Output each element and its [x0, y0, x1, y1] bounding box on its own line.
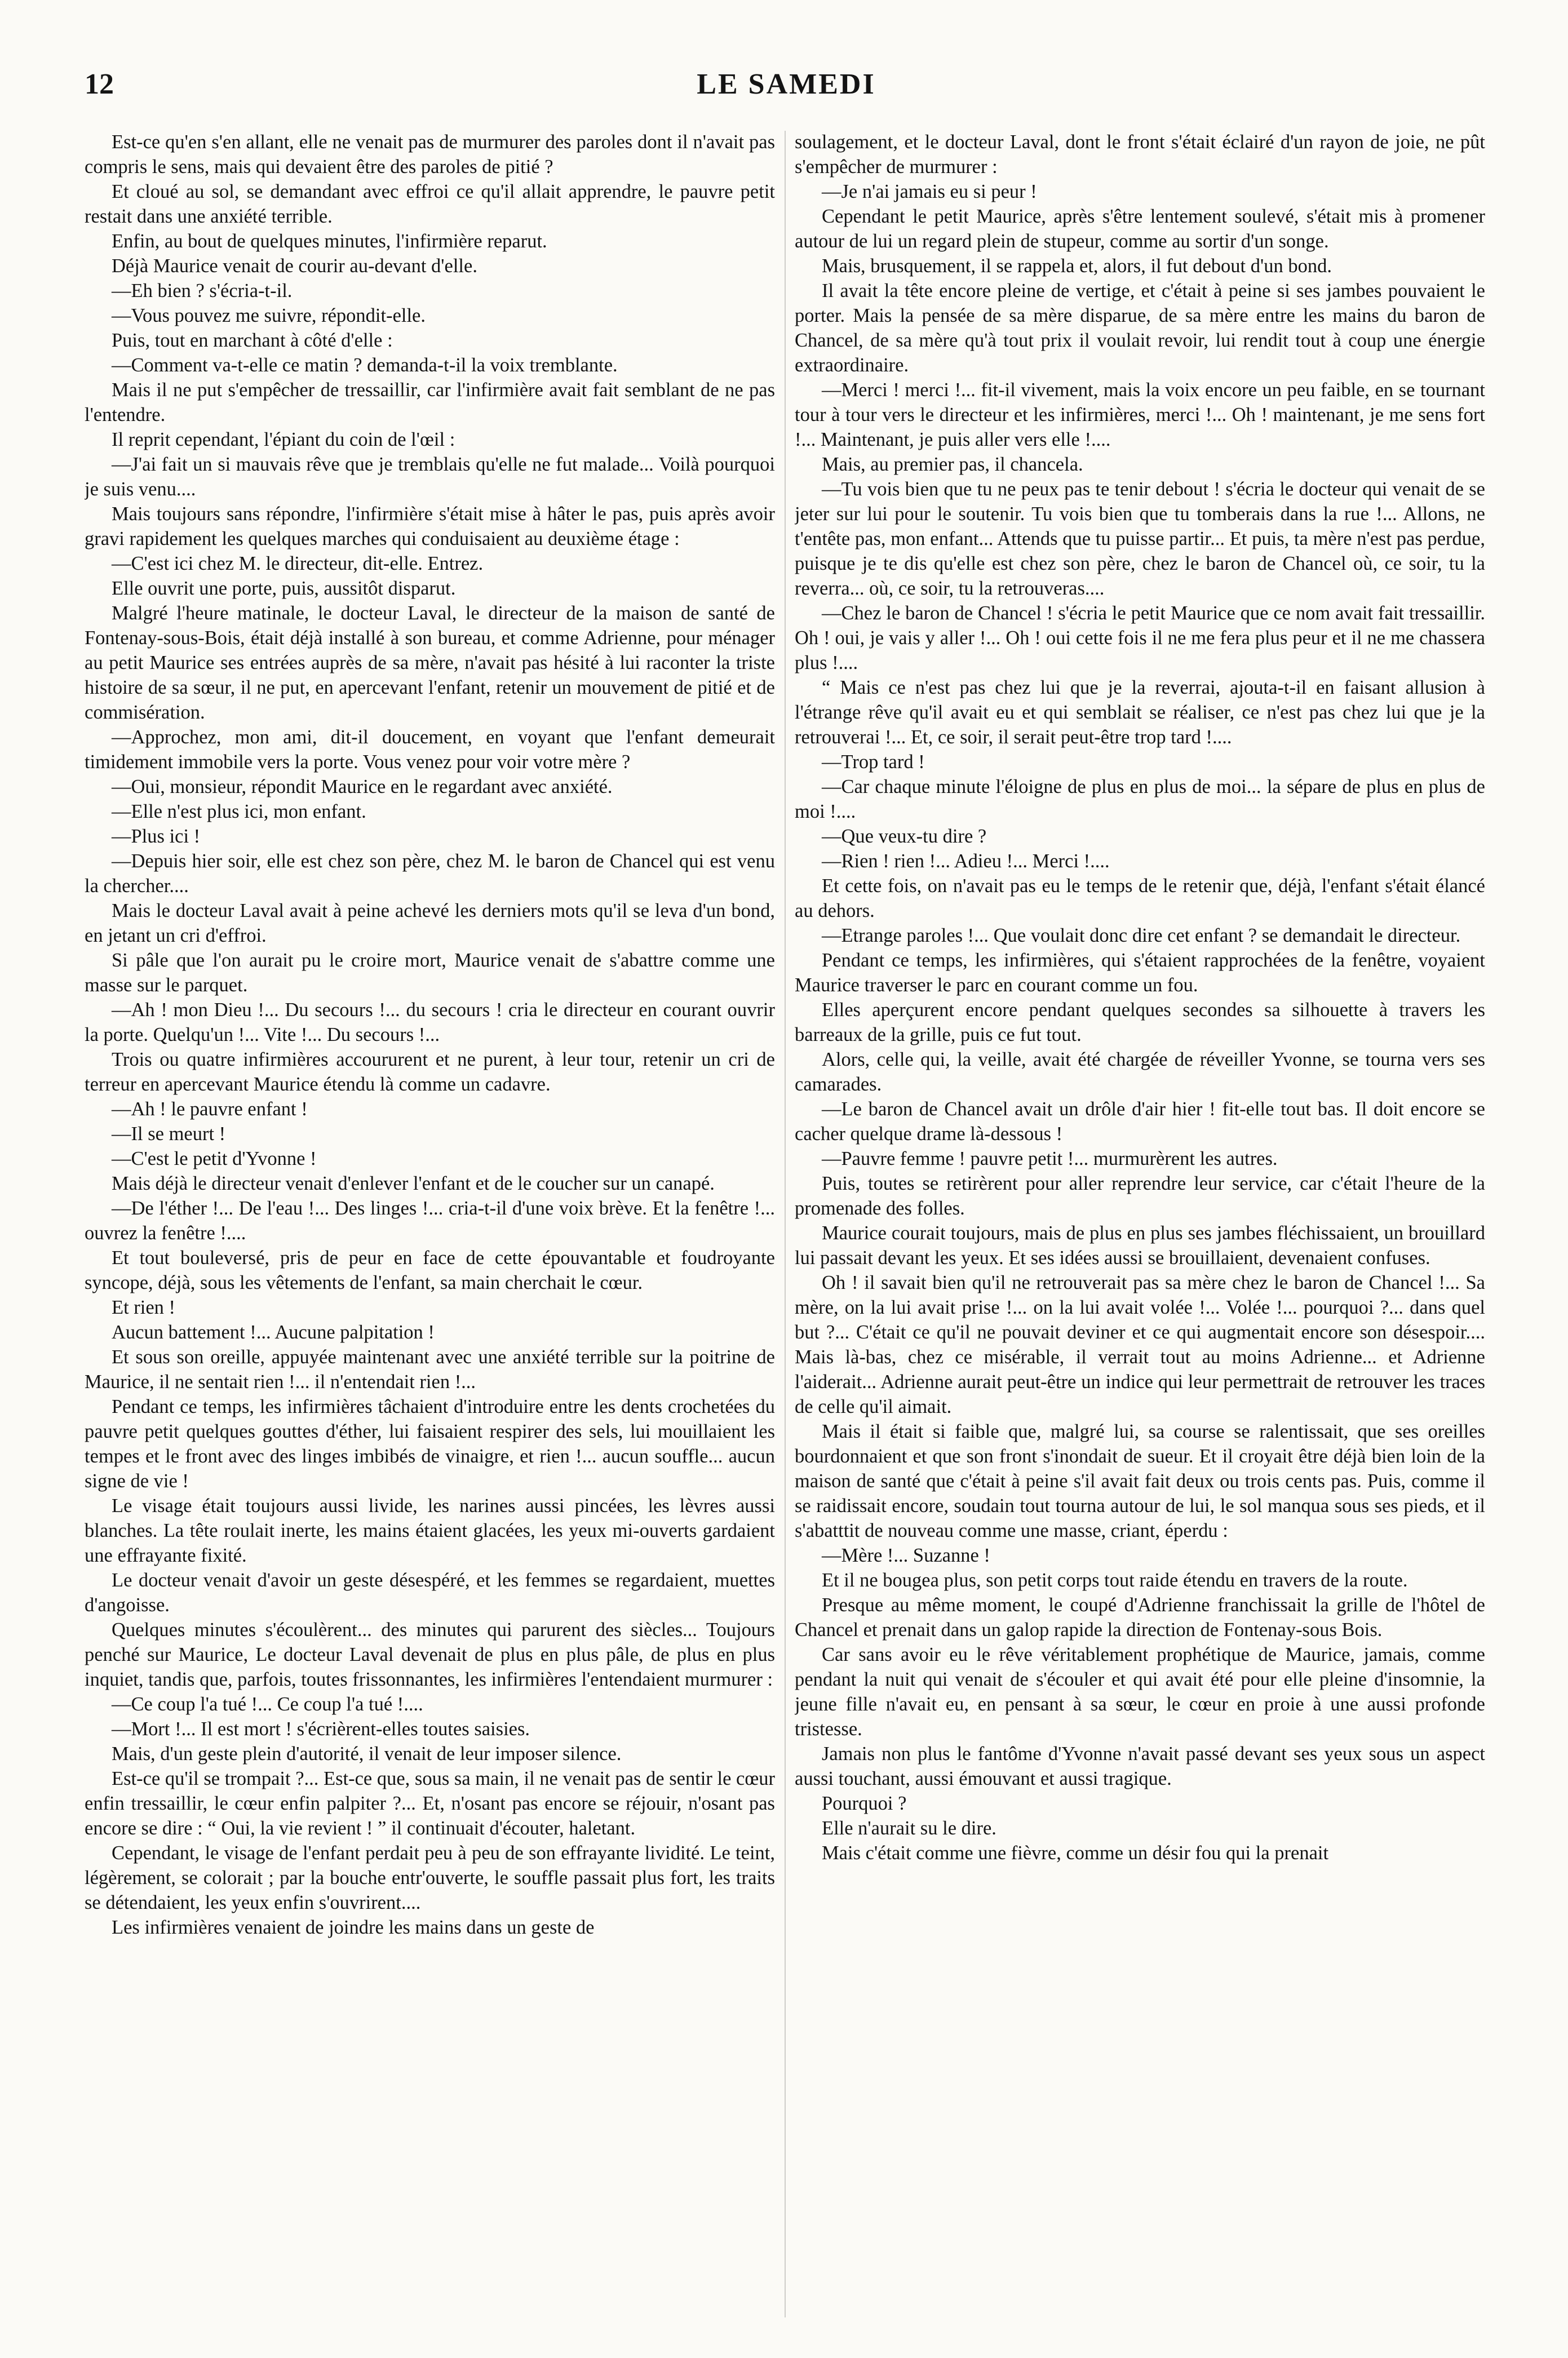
paragraph: Enfin, au bout de quelques minutes, l'infirmière reparut.	[112, 231, 547, 252]
paragraph: —Car chaque minute l'éloigne de plus en plus de moi... la sépare de plus en plus de moi !....	[795, 776, 1485, 822]
paragraph: Est-ce qu'il se trompait ?... Est-ce que, sous sa main, il ne venait pas de sentir le cœur enfin tressaillir, le cœur enfin palpiter ?... Et, n'osant pas encore se réjouir, n'osant pas encore se dire : “ Oui, la vie revient ! ” il continuait d'écouter, haletant.	[85, 1768, 775, 1839]
paragraph: —Tu vois bien que tu ne peux pas te tenir debout ! s'écria le docteur qui venait de se jeter sur lui pour le soutenir. Tu vois bien que tu tomberais dans la rue !... Allons, ne t'entête pas, mon enfant... Attends que tu puisse partir... Et puis, ta mère n'est pas perdue, puisque je te dis qu'elle est chez son père, chez le baron de Chancel où, ce soir, tu la reverra... où, ce soir, tu la retrouveras....	[795, 478, 1485, 599]
paragraph: Mais, au premier pas, il chancela.	[822, 454, 1083, 475]
paragraph: —C'est ici chez M. le directeur, dit-elle. Entrez.	[112, 553, 484, 574]
paragraph: —Chez le baron de Chancel ! s'écria le petit Maurice que ce nom avait fait tressaillir. Oh ! oui, je vais y aller !... Oh ! oui cette fois il ne me fera plus peur et il ne me chassera plus !....	[795, 602, 1485, 673]
paragraph: Alors, celle qui, la veille, avait été chargée de réveiller Yvonne, se tourna vers ses camarades.	[795, 1049, 1485, 1095]
running-title: LE SAMEDI	[697, 68, 876, 100]
paragraph: Le visage était toujours aussi livide, les narines aussi pincées, les lèvres aussi blanches. La tête roulait inerte, les mains étaient glacées, les yeux mi-ouverts gardaient une effrayante fixité.	[85, 1495, 775, 1566]
paragraph: —Que veux-tu dire ?	[822, 826, 987, 847]
paragraph: Mais déjà le directeur venait d'enlever l'enfant et de le coucher sur un canapé.	[112, 1173, 715, 1194]
paragraph: —Eh bien ? s'écria-t-il.	[112, 280, 293, 302]
paragraph: Le docteur venait d'avoir un geste désespéré, et les femmes se regardaient, muettes d'angoisse.	[85, 1570, 775, 1616]
paragraph: Elles aperçurent encore pendant quelques secondes sa silhouette à travers les barreaux de la grille, puis ce fut tout.	[795, 999, 1485, 1045]
paragraph: —Merci ! merci !... fit-il vivement, mais la voix encore un peu faible, en se tournant tour à tour vers le directeur et les infirmières, merci !... Oh ! maintenant, je me sens fort !... Maintenant, je puis aller vers elle !....	[795, 379, 1485, 450]
paragraph: —Etrange paroles !... Que voulait donc dire cet enfant ? se demandait le directeur.	[822, 925, 1461, 946]
paragraph: —Ce coup l'a tué !... Ce coup l'a tué !....	[112, 1694, 423, 1715]
paragraph: Mais, brusquement, il se rappela et, alors, il fut debout d'un bond.	[822, 255, 1332, 277]
paragraph: —J'ai fait un si mauvais rêve que je tremblais qu'elle ne fut malade... Voilà pourquoi je suis venu....	[85, 454, 775, 500]
paragraph: Il reprit cependant, l'épiant du coin de l'œil :	[112, 429, 455, 450]
paragraph: Mais, d'un geste plein d'autorité, il venait de leur imposer silence.	[112, 1743, 622, 1765]
page-number: 12	[85, 68, 114, 100]
paragraph: Oh ! il savait bien qu'il ne retrouverait pas sa mère chez le baron de Chancel !... Sa mère, on la lui avait prise !... on la lui avait volée !... Volée !... pourquoi ?... dans quel but ?... C'était ce qu'il ne pouvait deviner et ce qui augmentait encore son désespoir.... Mais là-bas, chez ce misérable, il verrait tout au moins Adrienne... et Adrienne l'aiderait... Adrienne aurait peut-être un indice qui leur permettrait de retrouver les traces de celle qu'il aimait.	[795, 1272, 1485, 1417]
paragraph: Si pâle que l'on aurait pu le croire mort, Maurice venait de s'abattre comme une masse sur le parquet.	[85, 950, 775, 996]
paragraph: Aucun battement !... Aucune palpitation !	[112, 1322, 435, 1343]
paragraph: Puis, tout en marchant à côté d'elle :	[112, 330, 393, 351]
paragraph: Maurice courait toujours, mais de plus en plus ses jambes fléchissaient, un brouillard lui passait devant les yeux. Et ses idées aussi se brouillaient, devenaient confuses.	[795, 1222, 1485, 1269]
paragraph: Et rien !	[112, 1297, 176, 1318]
paragraph: —De l'éther !... De l'eau !... Des linges !... cria-t-il d'une voix brève. Et la fenêtre !... ouvrez la fenêtre !....	[85, 1198, 775, 1244]
paragraph: Presque au même moment, le coupé d'Adrienne franchissait la grille de l'hôtel de Chancel et prenait dans un galop rapide la direction de Fontenay-sous Bois.	[795, 1594, 1485, 1641]
paragraph: —Plus ici !	[112, 826, 201, 847]
paragraph: Et sous son oreille, appuyée maintenant avec une anxiété terrible sur la poitrine de Maurice, il ne sentait rien !... il n'entendait rien !...	[85, 1346, 775, 1393]
column-divider	[785, 131, 786, 2317]
paragraph: Pendant ce temps, les infirmières tâchaient d'introduire entre les dents crochetées du pauvre petit quelques gouttes d'éther, lui faisaient respirer des sels, lui mouillaient les tempes et le front avec des linges imbibés de vinaigre, et rien !... aucun souffle... aucun signe de vie !	[85, 1396, 775, 1492]
paragraph: Elle n'aurait su le dire.	[822, 1818, 996, 1839]
paragraph: Mais le docteur Laval avait à peine achevé les derniers mots qu'il se leva d'un bond, en jetant un cri d'effroi.	[85, 900, 775, 946]
paragraph: Et tout bouleversé, pris de peur en face de cette épouvantable et foudroyante syncope, déjà, sous les vêtements de l'enfant, sa main cherchait le cœur.	[85, 1247, 775, 1293]
paragraph: Trois ou quatre infirmières accoururent et ne purent, à leur tour, retenir un cri de terreur en apercevant Maurice étendu là comme un cadavre.	[85, 1049, 775, 1095]
page-header	[85, 68, 1488, 118]
paragraph: Et il ne bougea plus, son petit corps tout raide étendu en travers de la route.	[822, 1570, 1408, 1591]
paragraph: Pendant ce temps, les infirmières, qui s'étaient rapprochées de la fenêtre, voyaient Maurice traverser le parc en courant comme un fou.	[795, 950, 1485, 996]
paragraph: —Approchez, mon ami, dit-il doucement, en voyant que l'enfant demeurait timidement immobile vers la porte. Vous venez pour voir votre mère ?	[85, 726, 775, 773]
right-column	[795, 130, 1485, 2328]
paragraph: Mais il ne put s'empêcher de tressaillir, car l'infirmière avait fait semblant de ne pas l'entendre.	[85, 379, 775, 425]
paragraph: —C'est le petit d'Yvonne !	[112, 1148, 317, 1169]
paragraph: —Ah ! mon Dieu !... Du secours !... du secours ! cria le directeur en courant ouvrir la porte. Quelqu'un !... Vite !... Du secours !...	[85, 999, 775, 1045]
paragraph: Pourquoi ?	[822, 1793, 907, 1814]
paragraph: Elle ouvrit une porte, puis, aussitôt disparut.	[112, 578, 456, 599]
paragraph: Mais c'était comme une fièvre, comme un désir fou qui la prenait	[822, 1842, 1329, 1864]
paragraph: Est-ce qu'en s'en allant, elle ne venait pas de murmurer des paroles dont il n'avait pas compris le sens, mais qui devaient être des paroles de pitié ?	[85, 131, 775, 178]
left-column	[85, 130, 775, 2328]
paragraph: Cependant le petit Maurice, après s'être lentement soulevé, s'était mis à promener autour de lui un regard plein de stupeur, comme au sortir d'un songe.	[795, 206, 1485, 252]
paragraph: —Comment va-t-elle ce matin ? demanda-t-il la voix tremblante.	[112, 354, 618, 376]
paragraph: Les infirmières venaient de joindre les mains dans un geste de	[112, 1917, 595, 1938]
paragraph: —Mère !... Suzanne !	[822, 1545, 990, 1566]
paragraph: —Pauvre femme ! pauvre petit !... murmurèrent les autres.	[822, 1148, 1278, 1169]
paragraph: —Trop tard !	[822, 751, 925, 773]
paragraph: —Mort !... Il est mort ! s'écrièrent-elles toutes saisies.	[112, 1718, 530, 1740]
paragraph: —Vous pouvez me suivre, répondit-elle.	[112, 305, 426, 326]
paragraph: Cependant, le visage de l'enfant perdait peu à peu de son effrayante lividité. Le teint, légèrement, se colorait ; par la bouche entr'ouverte, le souffle passait plus fort, les traits se détendaient, les yeux enfin s'ouvrirent....	[85, 1842, 775, 1913]
paragraph: —Elle n'est plus ici, mon enfant.	[112, 801, 366, 822]
paragraph: —Rien ! rien !... Adieu !... Merci !....	[822, 850, 1110, 872]
paragraph: Et cloué au sol, se demandant avec effroi ce qu'il allait apprendre, le pauvre petit restait dans une anxiété terrible.	[85, 181, 775, 227]
paragraph: —Je n'ai jamais eu si peur !	[822, 181, 1037, 202]
paragraph: “ Mais ce n'est pas chez lui que je la reverrai, ajouta-t-il en faisant allusion à l'étrange rêve qu'il avait eu et qui semblait se réaliser, ce n'est pas chez lui que je la retrouverai !... Et, ce soir, il serait peut-être trop tard !....	[795, 677, 1485, 748]
paragraph: —Le baron de Chancel avait un drôle d'air hier ! fit-elle tout bas. Il doit encore se cacher quelque drame là-dessous !	[795, 1098, 1485, 1145]
paragraph: —Il se meurt !	[112, 1123, 226, 1145]
paragraph: soulagement, et le docteur Laval, dont le front s'était éclairé d'un rayon de joie, ne pût s'empêcher de murmurer :	[795, 131, 1485, 178]
paragraph: Quelques minutes s'écoulèrent... des minutes qui parurent des siècles... Toujours penché sur Maurice, Le docteur Laval devenait de plus en plus pâle, de plus en plus inquiet, tandis que, parfois, toutes frissonnantes, les infirmières l'entendaient murmurer :	[85, 1619, 775, 1690]
paragraph: —Oui, monsieur, répondit Maurice en le regardant avec anxiété.	[112, 776, 613, 797]
paragraph: Car sans avoir eu le rêve véritablement prophétique de Maurice, jamais, comme pendant la nuit qui venait de s'écouler et qui avait été pour elle pleine d'insomnie, la jeune fille n'avait eu, en pensant à sa sœur, le cœur en proie à une aussi profonde tristesse.	[795, 1644, 1485, 1740]
paragraph: Puis, toutes se retirèrent pour aller reprendre leur service, car c'était l'heure de la promenade des folles.	[795, 1173, 1485, 1219]
paragraph: Mais toujours sans répondre, l'infirmière s'était mise à hâter le pas, puis après avoir gravi rapidement les quelques marches qui conduisaient au deuxième étage :	[85, 503, 775, 549]
paragraph: —Depuis hier soir, elle est chez son père, chez M. le baron de Chancel qui est venu la chercher....	[85, 850, 775, 897]
paragraph: Déjà Maurice venait de courir au-devant d'elle.	[112, 255, 477, 277]
paragraph: Malgré l'heure matinale, le docteur Laval, le directeur de la maison de santé de Fontenay-sous-Bois, était déjà installé à son bureau, et comme Adrienne, pour ménager au petit Maurice ses entrées auprès de sa mère, n'avait pas hésité à lui raconter la triste histoire de sa sœur, il ne put, en apercevant l'enfant, retenir un mouvement de pitié et de commisération.	[85, 602, 775, 723]
paragraph: Jamais non plus le fantôme d'Yvonne n'avait passé devant ses yeux sous un aspect aussi touchant, aussi émouvant et aussi tragique.	[795, 1743, 1485, 1789]
paragraph: Mais il était si faible que, malgré lui, sa course se ralentissait, que ses oreilles bourdonnaient et que son front s'inondait de sueur. Et il croyait être déjà bien loin de la maison de santé que c'était à peine s'il avait fait deux ou trois cents pas. Puis, comme il se raidissait encore, soudain tout tourna autour de lui, le sol manqua sous ses pieds, et il s'abatttit de nouveau comme une masse, criant, éperdu :	[795, 1421, 1485, 1541]
paragraph: —Ah ! le pauvre enfant !	[112, 1098, 308, 1120]
paragraph: Et cette fois, on n'avait pas eu le temps de le retenir que, déjà, l'enfant s'était élancé au dehors.	[795, 875, 1485, 921]
paragraph: Il avait la tête encore pleine de vertige, et c'était à peine si ses jambes pouvaient le porter. Mais la pensée de sa mère disparue, de sa mère entre les mains du baron de Chancel, de sa mère qu'à tout prix il voulait revoir, lui rendit tout à coup une énergie extraordinaire.	[795, 280, 1485, 376]
